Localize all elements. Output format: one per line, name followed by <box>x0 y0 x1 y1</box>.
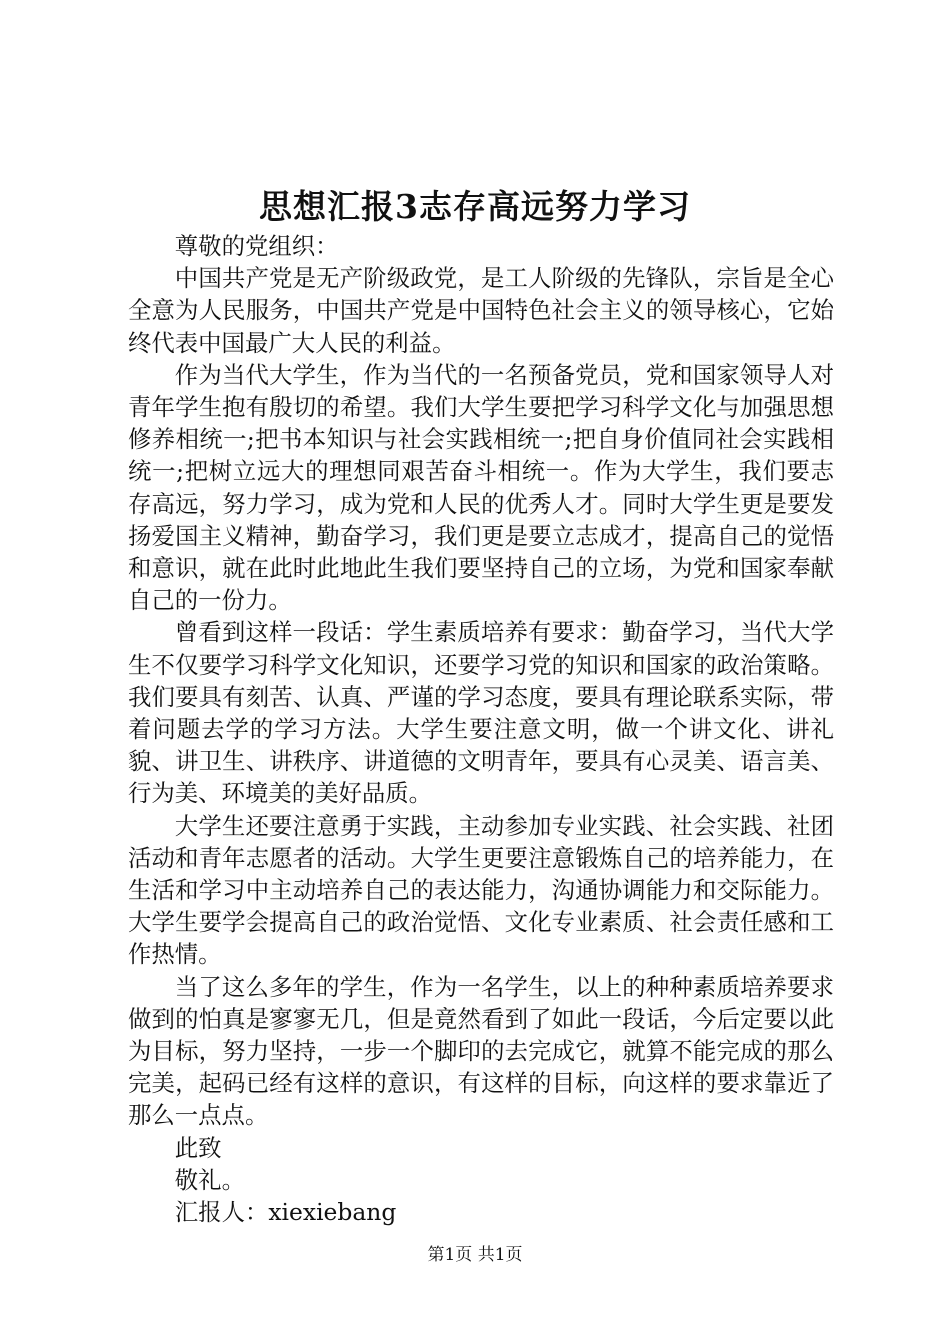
reporter-signature: 汇报人：xiexiebang <box>174 1198 397 1227</box>
closing-line-2: 敬礼。 <box>174 1165 245 1194</box>
paragraph-2: 作为当代大学生，作为当代的一名预备党员，党和国家领导人对青年学生抱有殷切的希望。我们大学生要把学习科学文化与加强思想修养相统一;把书本知识与社会实践相统一;把自身价值同社会实践相统一;把树立远大的理想同艰苦奋斗相统一。作为大学生，我们要志存高远，努力学习，成为党和人民的优秀人才。同时大学生更是要发扬爱国主义精神，勤奋学习，我们更是要立志成才，提高自己的觉悟和意识，就在此时此地此生我们要坚持自己的立场，为党和国家奉献自己的一份力。 <box>128 360 834 615</box>
paragraph-3: 曾看到这样一段话：学生素质培养有要求：勤奋学习，当代大学生不仅要学习科学文化知识，还要学习党的知识和国家的政治策略。我们要具有刻苦、认真、严谨的学习态度，要具有理论联系实际，带着问题去学的学习方法。大学生要注意文明，做一个讲文化、讲礼貌、讲卫生、讲秩序、讲道德的文明青年，要具有心灵美、语言美、行为美、环境美的美好品质。 <box>128 618 834 808</box>
paragraph-4: 大学生还要注意勇于实践，主动参加专业实践、社会实践、社团活动和青年志愿者的活动。大学生更要注意锻炼自己的培养能力，在生活和学习中主动培养自己的表达能力，沟通协调能力和交际能力。大学生要学会提高自己的政治觉悟、文化专业素质、社会责任感和工作热情。 <box>128 811 834 969</box>
document-title: 思想汇报3志存高远努力学习 <box>259 187 691 226</box>
paragraph-1: 中国共产党是无产阶级政党，是工人阶级的先锋队，宗旨是全心全意为人民服务，中国共产党是中国特色社会主义的领导核心，它始终代表中国最广大人民的利益。 <box>128 264 834 357</box>
page-footer: 第1页 共1页 <box>427 1245 523 1265</box>
paragraph-5: 当了这么多年的学生，作为一名学生，以上的种种素质培养要求做到的怕真是寥寥无几，但是竟然看到了如此一段话，今后定要以此为目标，努力坚持，一步一个脚印的去完成它，就算不能完成的那么完美，起码已经有这样的意识，有这样的目标，向这样的要求靠近了那么一点点。 <box>128 972 834 1130</box>
document-body <box>128 230 834 1228</box>
salutation: 尊敬的党组织： <box>174 232 339 260</box>
closing-line-1: 此致 <box>174 1133 222 1162</box>
